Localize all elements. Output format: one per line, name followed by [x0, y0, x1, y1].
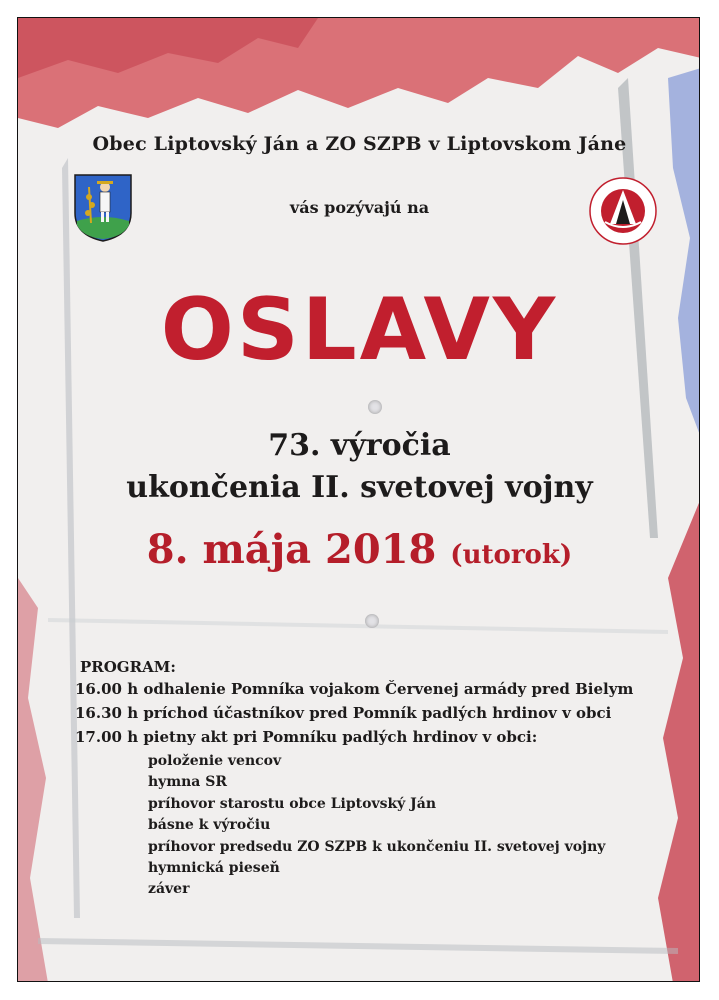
anniversary-text: 73. výročia — [268, 428, 451, 463]
event-date — [18, 526, 700, 573]
program-subitems — [148, 753, 605, 903]
program-subitem: príhovor predsedu ZO SZPB k ukončeniu II. svetovej vojny — [148, 838, 606, 855]
program-item: 16.00 h odhalenie Pomníka vojakom Červenej armády pred Bielym — [75, 680, 634, 698]
pin-hole — [368, 400, 382, 414]
program-title: PROGRAM: — [80, 658, 176, 676]
program-subitem: položenie vencov — [148, 753, 282, 769]
program-subitem: hymna SR — [148, 774, 227, 791]
organizers-heading: Obec Liptovský Ján a ZO SZPB v Liptovskom Jáne — [92, 133, 627, 155]
date-weekday: (utorok) — [450, 540, 573, 570]
headline: OSLAVY — [160, 280, 559, 380]
poster — [17, 17, 700, 982]
program-subitem: príhovor starostu obce Liptovský Ján — [148, 795, 437, 812]
program-item: 16.30 h príchod účastníkov pred Pomník padlých hrdinov v obci — [75, 704, 612, 722]
program-subitem: záver — [148, 881, 190, 898]
program-subitem: hymnická pieseň — [148, 859, 280, 876]
invite-text: vás pozývajú na — [289, 198, 430, 217]
program-subitem: básne k výročiu — [148, 817, 271, 834]
program-item: 17.00 h pietny akt pri Pomníku padlých hrdinov v obci: — [75, 728, 538, 746]
occasion-text: ukončenia II. svetovej vojny — [126, 470, 593, 505]
pin-hole — [365, 614, 379, 628]
date-main: 8. mája 2018 — [146, 526, 437, 573]
